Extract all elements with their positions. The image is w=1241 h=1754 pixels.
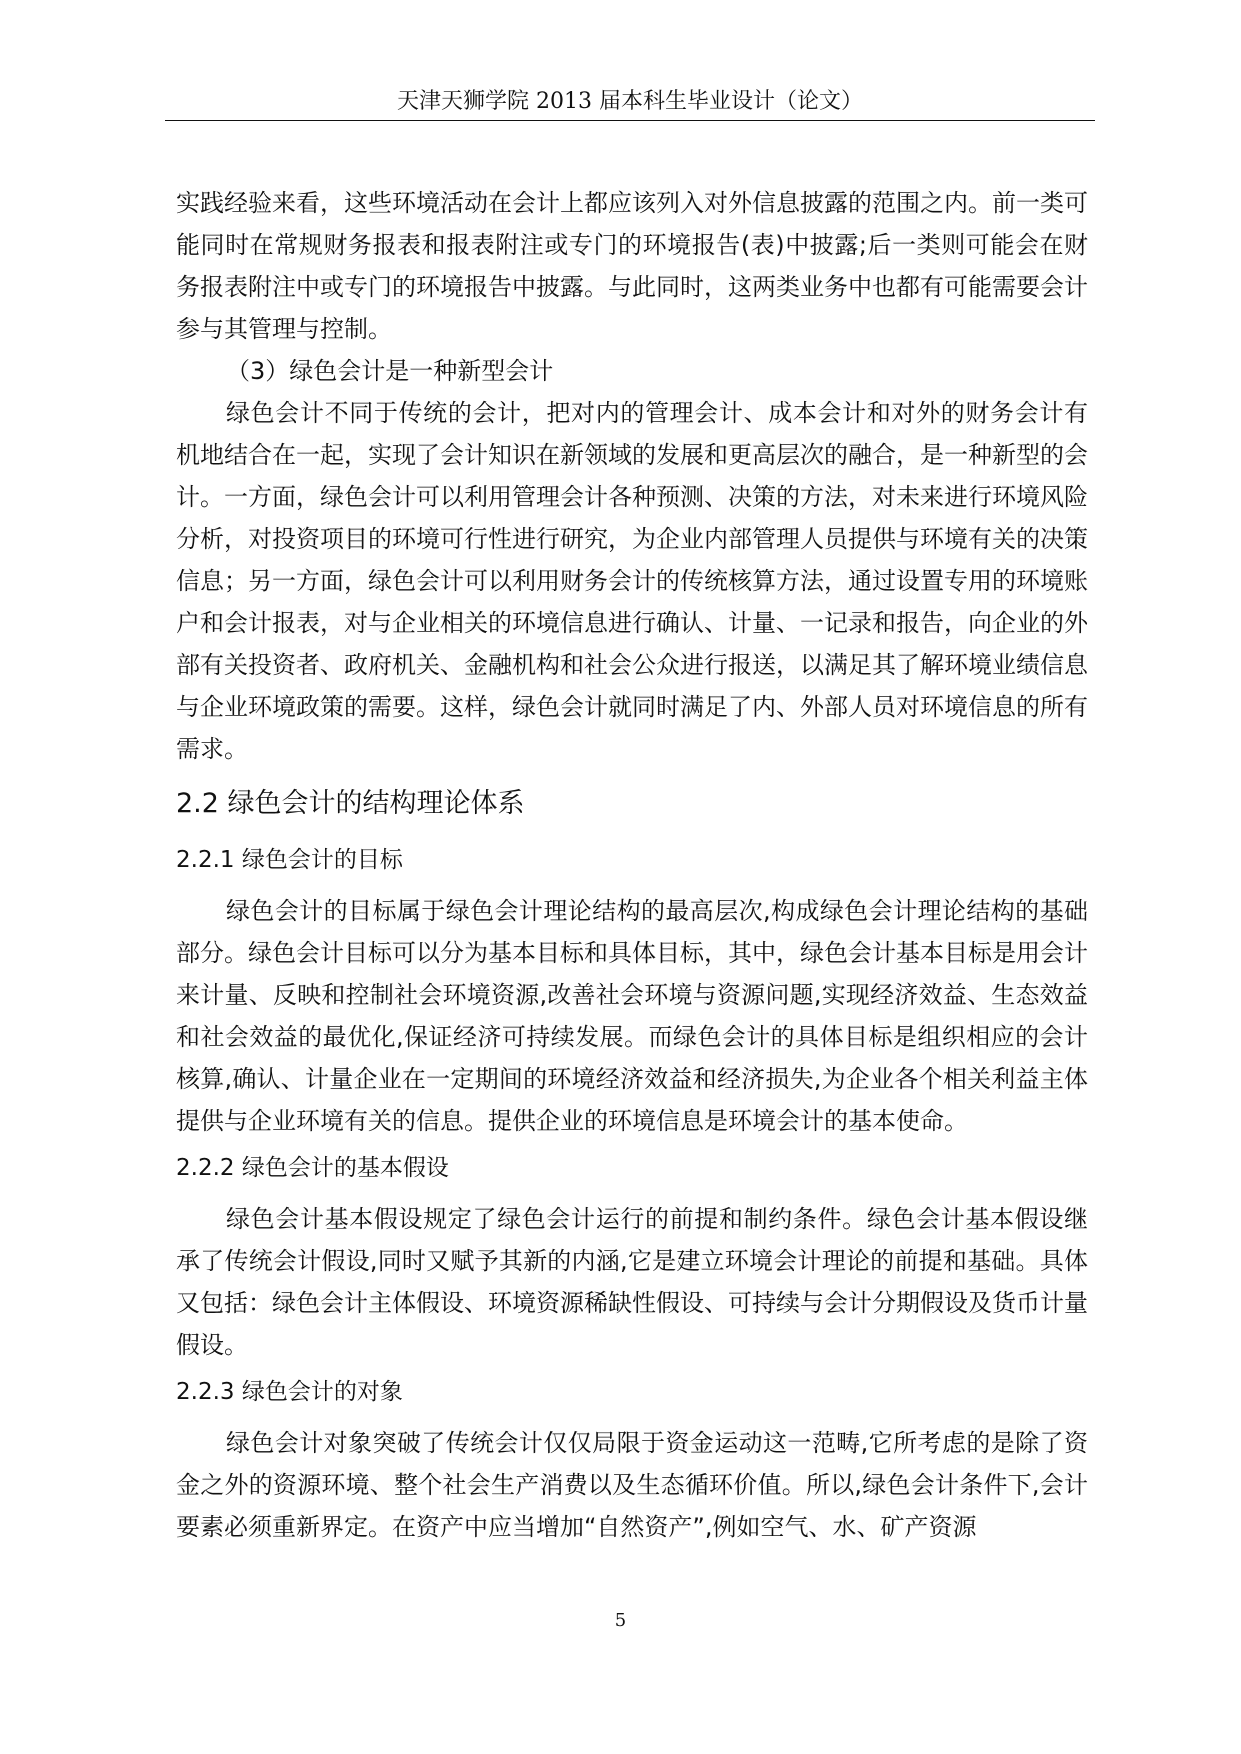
paragraph: 绿色会计基本假设规定了绿色会计运行的前提和制约条件。绿色会计基本假设继承了传统会计假设,同时又赋予其新的内涵,它是建立环境会计理论的前提和基础。具体又包括：绿色会计主体假设、环境资源稀缺性假设、可持续与会计分期假设及货币计量假设。 (176, 1205, 1088, 1359)
list-item-heading: （3）绿色会计是一种新型会计 (226, 357, 554, 385)
header-rule (165, 120, 1095, 121)
subsection-heading: 2.2.1 绿色会计的目标 (176, 847, 403, 873)
page-number: 5 (614, 1610, 627, 1631)
subsection-heading: 2.2.3 绿色会计的对象 (176, 1379, 403, 1405)
section-heading: 2.2 绿色会计的结构理论体系 (176, 788, 525, 819)
paragraph: 绿色会计不同于传统的会计，把对内的管理会计、成本会计和对外的财务会计有机地结合在一起，实现了会计知识在新领域的发展和更高层次的融合，是一种新型的会计。一方面，绿色会计可以利用管理会计各种预测、决策的方法，对未来进行环境风险分析，对投资项目的环境可行性进行研究，为企业内部管理人员提供与环境有关的决策信息；另一方面，绿色会计可以利用财务会计的传统核算方法，通过设置专用的环境账户和会计报表，对与企业相关的环境信息进行确认、计量、一记录和报告，向企业的外部有关投资者、政府机关、金融机构和社会公众进行报送，以满足其了解环境业绩信息与企业环境政策的需要。这样，绿色会计就同时满足了内、外部人员对环境信息的所有需求。 (176, 399, 1088, 763)
page-header: 天津天狮学院 2013 届本科生毕业设计（论文） (397, 89, 863, 114)
paragraph: 绿色会计对象突破了传统会计仅仅局限于资金运动这一范畴,它所考虑的是除了资金之外的资源环境、整个社会生产消费以及生态循环价值。所以,绿色会计条件下,会计要素必须重新界定。在资产中应当增加“自然资产”,例如空气、水、矿产资源 (176, 1429, 1088, 1541)
body-content (176, 182, 1088, 1548)
paragraph: 绿色会计的目标属于绿色会计理论结构的最高层次,构成绿色会计理论结构的基础部分。绿色会计目标可以分为基本目标和具体目标，其中，绿色会计基本目标是用会计来计量、反映和控制社会环境资源,改善社会环境与资源问题,实现经济效益、生态效益和社会效益的最优化,保证经济可持续发展。而绿色会计的具体目标是组织相应的会计核算,确认、计量企业在一定期间的环境经济效益和经济损失,为企业各个相关利益主体提供与企业环境有关的信息。提供企业的环境信息是环境会计的基本使命。 (176, 897, 1088, 1135)
subsection-heading: 2.2.2 绿色会计的基本假设 (176, 1155, 449, 1181)
paragraph: 实践经验来看，这些环境活动在会计上都应该列入对外信息披露的范围之内。前一类可能同时在常规财务报表和报表附注或专门的环境报告(表)中披露;后一类则可能会在财务报表附注中或专门的环境报告中披露。与此同时，这两类业务中也都有可能需要会计参与其管理与控制。 (176, 189, 1088, 343)
